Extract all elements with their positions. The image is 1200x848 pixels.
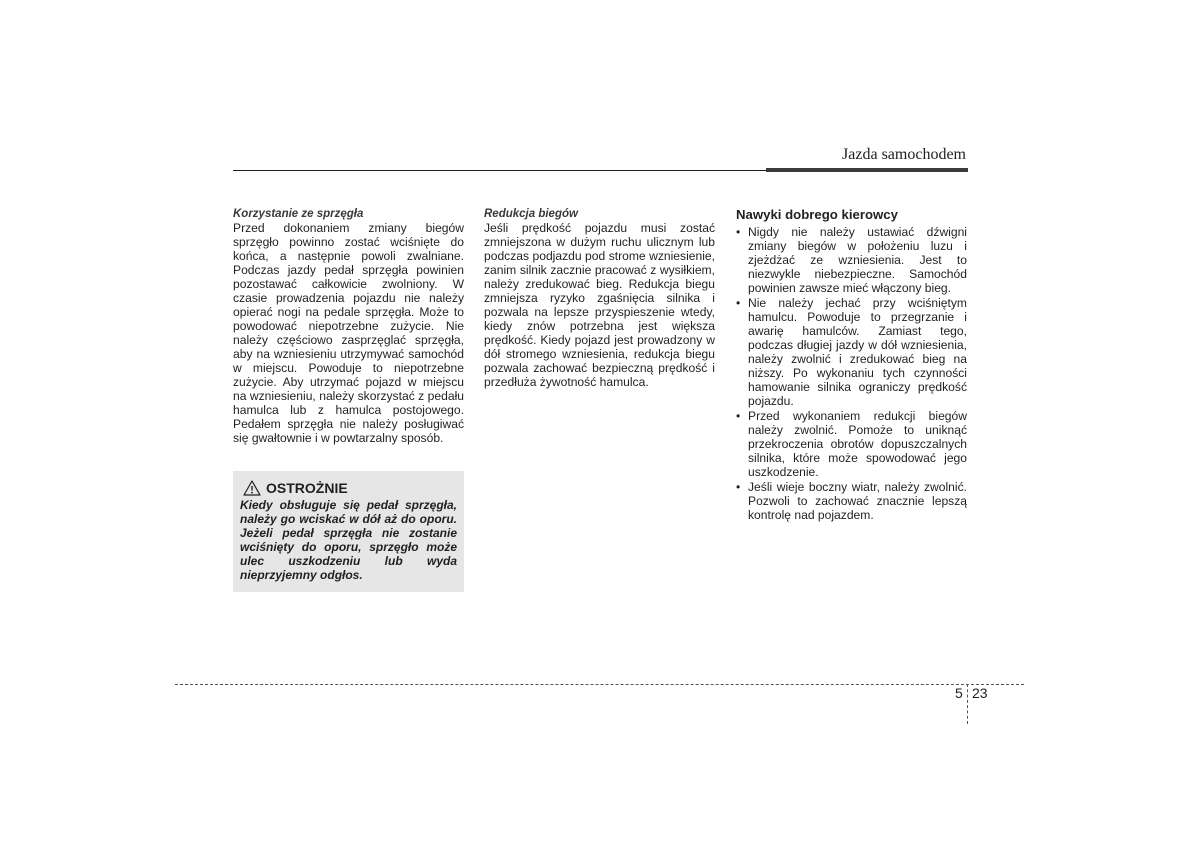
clutch-body: Przed dokonaniem zmiany biegów sprzęgło powinno zostać wciśnięte do końca, a następnie powoli zwalniane. Podczas jazdy pedał sprzęgła powinien pozostawać całkowicie zwolniony. W czasie prowadzenia pojazdu nie należy opierać nogi na pedale sprzęgła. Może to powodować niepotrzebne zużycie. Nie należy częściowo zasprzęglać sprzęgła, aby na wzniesieniu utrzymywać samochód w miejscu. Powoduje to niepotrzebne zużycie. Aby utrzymać pojazd w miejscu na wzniesieniu, należy skorzystać z pedału hamulca lub z hamulca postojowego. Pedałem sprzęgła nie należy posługiwać się gwałtownie i w powtarzalny sposób. xyxy=(233,221,464,445)
column-driving-habits xyxy=(736,207,967,523)
list-item-text: Nie należy jechać przy wciśniętym hamulcu. Powoduje to przegrzanie i awarię hamulców. Zamiast tego, podczas długiej jazdy w dół wzniesienia, należy zwolnić i zredukować bieg na niższy. Po wykonaniu tych czynności hamowanie silnika ograniczy prędkość pojazdu. xyxy=(748,296,967,408)
list-item xyxy=(736,409,967,479)
bullet-icon: • xyxy=(736,480,741,494)
downshift-heading: Redukcja biegów xyxy=(484,208,578,220)
caution-header xyxy=(240,480,457,496)
bullet-icon: • xyxy=(736,225,741,239)
caution-title: OSTROŻNIE xyxy=(266,480,348,496)
list-item-text: Jeśli wieje boczny wiatr, należy zwolnić. Pozwoli to zachować znacznie lepszą kontrolę nad pojazdem. xyxy=(748,480,967,522)
footer-divider xyxy=(175,684,1024,685)
header-accent-bar xyxy=(766,168,968,172)
list-item-text: Przed wykonaniem redukcji biegów należy zwolnić. Pomoże to uniknąć przekroczenia obrotów dopuszczalnych silnika, które może spowodować jego uszkodzenie. xyxy=(748,409,967,479)
bullet-icon: • xyxy=(736,296,741,310)
caution-box xyxy=(233,471,464,592)
list-item xyxy=(736,296,967,408)
caution-text: Kiedy obsługuje się pedał sprzęgła, należy go wciskać w dół aż do oporu. Jeżeli pedał sprzęgła nie zostanie wciśnięty do oporu, sprzęgło może ulec uszkodzeniu lub wyda nieprzyjemny odgłos. xyxy=(240,498,457,582)
driving-habits-list xyxy=(736,225,967,522)
downshift-body: Jeśli prędkość pojazdu musi zostać zmniejszona w dużym ruchu ulicznym lub podczas podjazdu pod strome wzniesienie, zanim silnik zacznie pracować z wysiłkiem, należy zredukować bieg. Redukcja biegu zmniejsza ryzyko zgaśnięcia silnika i pozwala na lepsze przyspieszenie wtedy, kiedy znów potrzebna jest większa prędkość. Kiedy pojazd jest prowadzony w dół stromego wzniesienia, redukcja biegu pozwala zachować bezpieczną prędkość i przedłuża żywotność hamulca. xyxy=(484,221,715,389)
list-item xyxy=(736,480,967,522)
chapter-number: 5 xyxy=(955,685,963,701)
section-title: Jazda samochodem xyxy=(842,146,966,163)
page-number: 23 xyxy=(972,685,988,701)
clutch-heading: Korzystanie ze sprzęgła xyxy=(233,208,364,220)
list-item-text: Nigdy nie należy ustawiać dźwigni zmiany biegów w położeniu luzu i zjeżdżać ze wzniesienia. Jest to niezwykle niebezpieczne. Samochód powinien zawsze mieć włączony bieg. xyxy=(748,225,967,295)
page-number-separator xyxy=(967,684,968,724)
column-clutch xyxy=(233,207,464,445)
driving-habits-heading: Nawyki dobrego kierowcy xyxy=(736,207,898,222)
bullet-icon: • xyxy=(736,409,741,423)
list-item xyxy=(736,225,967,295)
column-downshift xyxy=(484,207,715,389)
warning-triangle-icon xyxy=(243,480,261,496)
